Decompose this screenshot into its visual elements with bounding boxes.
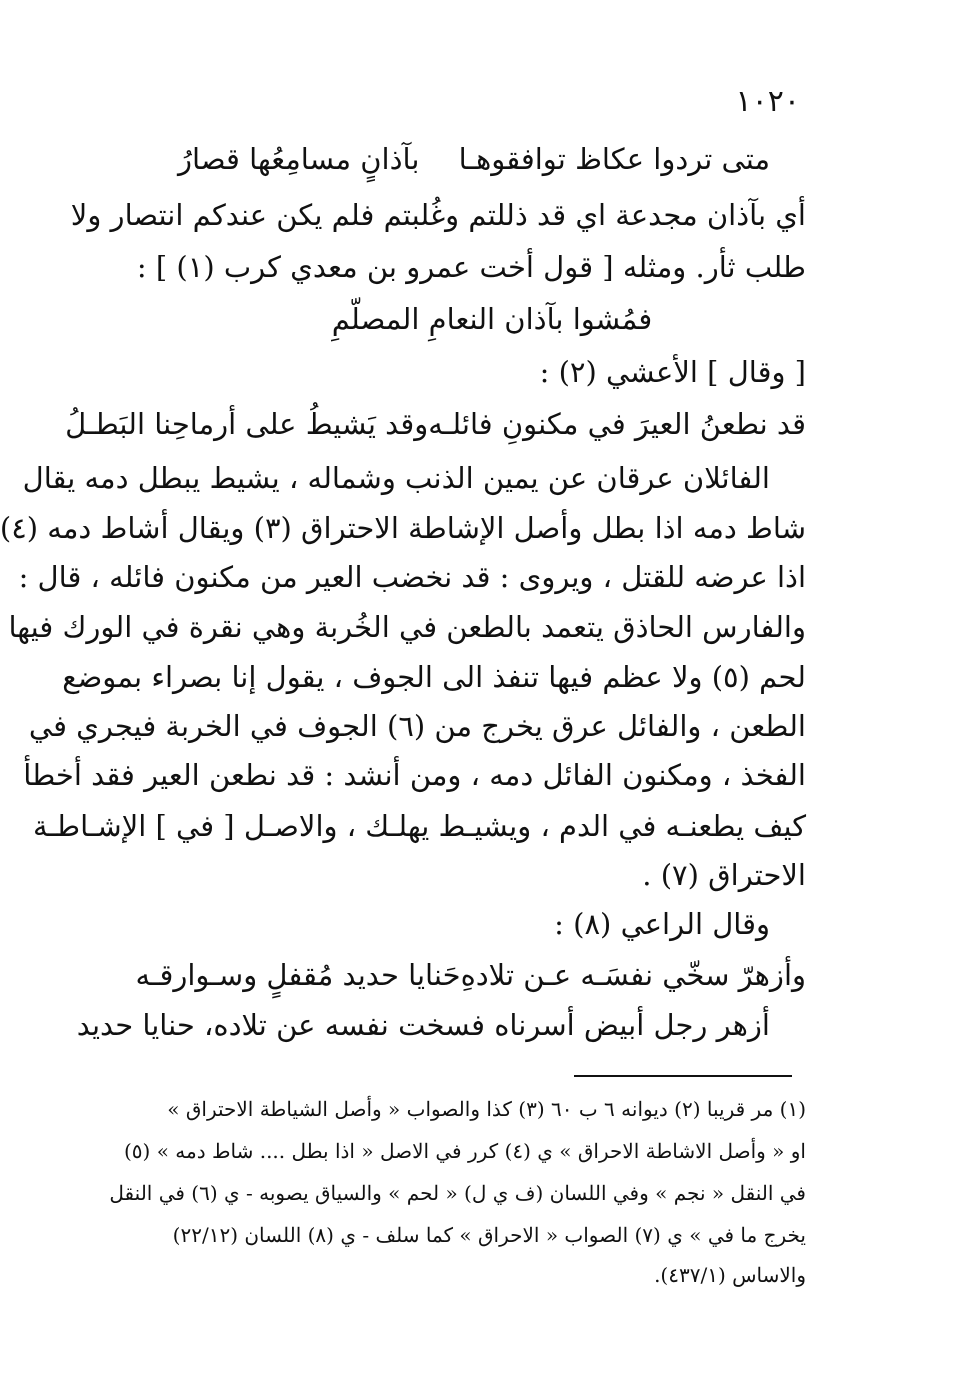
text-line-7: الفائلان عرقان عن يمين الذنب وشماله ، يشيط يبطل دمه يقال: [22, 461, 770, 495]
verse-hemistich-second: وقد يَشيطُ على أرماحِنا البَطـلُ: [65, 407, 429, 441]
footnote-divider: [574, 1075, 792, 1077]
footnote-line-4: يخرج ما في » ي (٧) الصواب « الاحراق » كما سلف - ي (٨) اللسان (٢٢/١٢): [172, 1223, 806, 1247]
verse-line-6: [65, 395, 806, 453]
verse-hemistich-first: قد نطعنُ العيرَ في مكنونِ فائلـه: [428, 407, 806, 441]
text-line-16: وقال الراعي (٨) :: [554, 907, 770, 941]
footnote-line-2: او « وأصل الاشاطة الاحراق » ي (٤) كرر في الاصل « اذا بطل .... شاط دمه » (٥): [123, 1139, 806, 1163]
page-number: ١٠٢٠: [735, 84, 800, 119]
text-line-10: والفارس الحاذق يتعمد بالطعن في الخُربة وهي نقرة في الورك فيها: [8, 610, 806, 644]
verse-hemistich-second: حَنايا حديد مُقفلٍ وسـوارقـه: [135, 958, 461, 992]
text-line-5: [ وقال ] الأعشي (٢) :: [539, 355, 806, 389]
text-line-18: أزهر رجل أبيض أسرناه فسخت نفسه عن تلاده، حنايا حديد: [76, 1008, 770, 1042]
text-line-3: طلب ثأر. ومثله [ قول أخت عمرو بن معدي كرب (١) ] :: [136, 250, 806, 284]
text-line-14: كيف يطعنـه في الدم ، ويشيـط يهلـك ، والاصـل [ في ] الإشـاطـة: [32, 809, 806, 843]
verse-hemistich-first: وأزهرّ سخّي نفسَـه عـن تلادهِ: [460, 958, 806, 992]
verse-hemistich-first: متى تردوا عكاظ توافقوهـا: [458, 142, 770, 176]
text-line-9: اذا عرضه للقتل ، ويروى : قد نخضب العير من مكنون فائله ، قال :: [18, 560, 806, 594]
text-line-15: الاحتراق (٧) .: [642, 858, 806, 892]
footnote-line-3: في النقل « نجم » وفي اللسان (ف ي ل) « لحم » والسياق يصوبه - ي (٦) في النقل: [109, 1181, 806, 1205]
footnote-line-5: والاساس (٤٣٧/١).: [654, 1263, 806, 1287]
verse-hemistich-second: بآذانٍ مسامِعُها قصارُ: [178, 142, 420, 176]
text-line-2: أي بآذان مجدعة اي قد ذللتم وغُلبتم فلم يكن عندكم انتصار ولا: [70, 198, 806, 232]
text-line-8: شاط دمه اذا بطل وأصل الإشاطة الاحتراق (٣) ويقال أشاط دمه (٤): [0, 511, 806, 545]
text-line-12: الطعن ، والفائل عرق يخرج من (٦) الجوف في الخربة فيجري في: [28, 709, 806, 743]
text-line-13: الفخذ ، ومكنون الفائل دمه ، ومن أنشد : قد نطعن العير فقد أخطأ: [23, 758, 806, 792]
verse-line-1: [178, 130, 806, 188]
verse-line-4: فمُشوا بآذان النعامِ المصلّمِ: [331, 302, 653, 336]
text-line-11: لحم (٥) ولا عظم فيها تنفذ الى الجوف ، يقول إنا بصراء بموضع: [62, 660, 806, 694]
footnote-line-1: (١) مر قريبا (٢) ديوانه ٦ ب ٦٠ (٣) كذا والصواب « وأصل الشياطة الاحتراق »: [167, 1097, 806, 1121]
